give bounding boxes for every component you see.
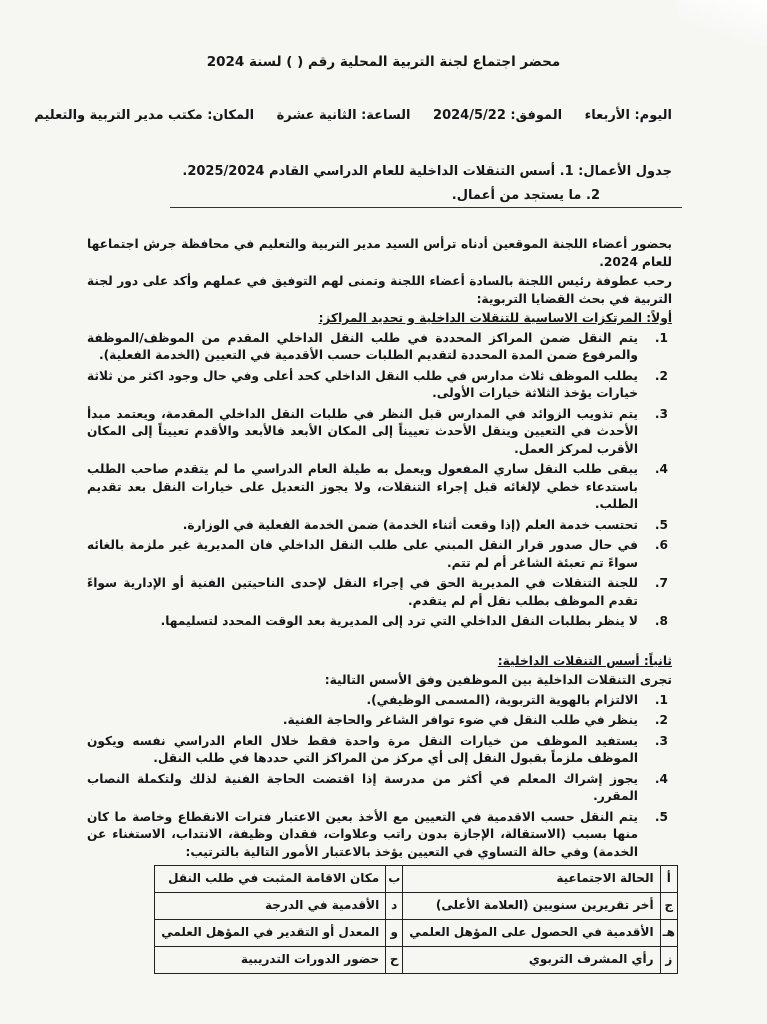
item-number: 2. bbox=[654, 368, 668, 383]
criteria-cell: الأقدمية في الدرجة bbox=[155, 893, 386, 920]
item-number: 5. bbox=[654, 809, 668, 824]
item-number: 4. bbox=[654, 462, 668, 476]
list-item bbox=[87, 613, 672, 631]
list-item bbox=[87, 406, 672, 459]
document-title: محضر اجتماع لجنة التربية المحلية رقم ( ) لسنة 2024 bbox=[206, 54, 561, 70]
criteria-letter: و bbox=[386, 920, 403, 947]
item-text: يستفيد الموظف من خيارات النقل مرة واحدة فقط خلال العام الدراسي نفسه ويكون الموظف ملزماً بقبول النقل إلى أي مركز من المراكز التي حددها في طلب النقل. bbox=[87, 733, 638, 765]
list-item bbox=[87, 575, 672, 610]
meeting-day: اليوم: الأربعاء bbox=[584, 108, 672, 123]
criteria-letter: د bbox=[386, 893, 403, 920]
criteria-table bbox=[154, 865, 678, 974]
item-number: 5. bbox=[654, 517, 668, 532]
item-text: للجنة التنقلات في المديرية الحق في إجراء النقل لإحدى الناحيتين الفنية أو الإدارية سواءً تقدم الموظف بطلب نقل أم لم يتقدم. bbox=[87, 576, 638, 608]
criteria-cell: رأي المشرف التربوي bbox=[403, 947, 660, 974]
list-item bbox=[87, 809, 672, 862]
agenda bbox=[92, 160, 672, 208]
table-row bbox=[155, 920, 678, 947]
minutes-body bbox=[87, 236, 675, 974]
criteria-cell: مكان الاقامة المثبت في طلب النقل bbox=[155, 866, 386, 893]
item-text: يتم النقل حسب الاقدمية في التعيين مع الأخذ بعين الاعتبار فترات الانقطاع وخاصة ما كان منها بسبب (الاستقالة، الإجازة بدون راتب وعلاوات، فقدان وظيفة، الانتداب، الاستغناء عن الخدمة) وفي حالة التساوي في التعيين يؤخذ بالاعتبار الأمور التالية بالترتيب: bbox=[87, 809, 638, 859]
item-number: 2. bbox=[654, 713, 668, 727]
item-text: يتم النقل ضمن المراكز المحددة في طلب النقل الداخلي المقدم من الموظف/الموظفة والمرفوع ضمن المدة المحددة لتقديم الطلبات حسب الأقدمية في التعيين (الخدمة الفعلية). bbox=[87, 330, 638, 362]
item-number: 1. bbox=[654, 692, 668, 707]
item-text: يجوز إشراك المعلم في أكثر من مدرسة إذا اقتضت الحاجة الفنية لذلك ولتكملة النصاب المقرر. bbox=[87, 771, 638, 803]
divider-line bbox=[170, 207, 682, 208]
section-2-heading: ثانياً: أسس التنقلات الداخلية: bbox=[497, 653, 672, 668]
intro-paragraph-2: رحب عطوفة رئيس اللجنة بالسادة أعضاء اللجنة وتمنى لهم التوفيق في عملهم وأكد على دور لجنة التربية في بحث القضايا التربوية: bbox=[87, 274, 672, 306]
item-text: الالتزام بالهوية التربوية، (المسمى الوظيفي). bbox=[366, 692, 638, 707]
meeting-meta bbox=[32, 108, 672, 123]
table-row bbox=[155, 866, 678, 893]
item-text: يتم تذويب الزوائد في المدارس قبل النظر في طلبات النقل الداخلي المقدمة، ويعتمد مبدأ الأحدث في التعيين وينقل الأحدث تعييناً إلى المكان الأبعد فالأبعد والأقدم تعييناً إلى المكان الأقرب لمركز العمل. bbox=[87, 406, 638, 456]
criteria-cell: المعدل أو التقدير في المؤهل العلمي bbox=[155, 920, 386, 947]
list-item bbox=[87, 461, 672, 514]
item-number: 3. bbox=[654, 406, 668, 421]
item-text: يطلب الموظف ثلاث مدارس في طلب النقل الداخلي كحد أعلى وفي حال وجود اكثر من ثلاثة خيارات يؤخذ الثلاثة خيارات الأولى. bbox=[87, 368, 638, 400]
item-number: 3. bbox=[654, 733, 668, 748]
criteria-cell: أخر تقريرين سنويين (العلامة الأعلى) bbox=[403, 893, 660, 920]
list-item bbox=[87, 712, 672, 730]
meeting-time: الساعة: الثانية عشرة bbox=[276, 108, 411, 123]
criteria-letter: أ bbox=[660, 866, 677, 893]
section-1-list bbox=[87, 330, 672, 631]
item-text: في حال صدور قرار النقل المبني على طلب النقل الداخلي فان المديرية غير ملزمة بالغائه سواءً تم تعبئة الشاغر أم لم تتم. bbox=[87, 538, 638, 570]
item-number: 6. bbox=[654, 538, 668, 552]
meeting-date: الموفق: 2024/5/22 bbox=[433, 108, 563, 123]
list-item bbox=[87, 517, 672, 535]
section-2-lead: تجرى التنقلات الداخلية بين الموظفين وفق الأسس التالية: bbox=[324, 673, 672, 687]
criteria-letter: هـ bbox=[660, 920, 677, 947]
criteria-letter: ح bbox=[386, 947, 403, 974]
list-item bbox=[87, 733, 672, 768]
list-item bbox=[87, 692, 672, 710]
criteria-cell: الأقدمية في الحصول على المؤهل العلمي bbox=[403, 920, 660, 947]
list-item bbox=[87, 368, 672, 403]
item-text: لا ينظر بطلبات النقل الداخلي التي ترد إلى المديرية بعد الوقت المحدد لتسليمها. bbox=[160, 614, 638, 628]
criteria-cell: حضور الدورات التدريبية bbox=[155, 947, 386, 974]
agenda-label: جدول الأعمال: bbox=[578, 164, 672, 179]
item-text: تحتسب خدمة العلم (إذا وقعت أثناء الخدمة) ضمن الخدمة الفعلية في الوزارة. bbox=[182, 517, 638, 532]
item-number: 4. bbox=[654, 771, 668, 786]
list-item bbox=[87, 330, 672, 365]
agenda-item-1: 1. أسس التنقلات الداخلية للعام الدراسي القادم 2025/2024. bbox=[182, 164, 574, 179]
criteria-cell: الحالة الاجتماعية bbox=[403, 866, 660, 893]
criteria-letter: ز bbox=[660, 947, 677, 974]
meeting-place: المكان: مكتب مدير التربية والتعليم bbox=[34, 108, 255, 123]
item-number: 1. bbox=[654, 330, 668, 345]
item-text: ينظر في طلب النقل في ضوء توافر الشاغر والحاجة الفنية. bbox=[282, 713, 638, 727]
criteria-letter: ج bbox=[660, 893, 677, 920]
item-text: يبقى طلب النقل ساري المفعول ويعمل به طيلة العام الدراسي ما لم يتقدم صاحب الطلب باستدعاء خطي لإلغائه قبل إجراء التنقلات، ولا يجوز التعديل على خيارات النقل بعد تقديم الطلب. bbox=[87, 462, 638, 511]
intro-paragraph-1: بحضور أعضاء اللجنة الموقعين أدناه ترأس السيد مدير التربية والتعليم في محافظة جرش اجتماعها للعام 2024. bbox=[87, 237, 672, 269]
item-number: 7. bbox=[654, 576, 668, 590]
table-row bbox=[155, 893, 678, 920]
list-item bbox=[87, 771, 672, 806]
list-item bbox=[87, 537, 672, 572]
page-corner bbox=[677, 0, 767, 45]
item-number: 8. bbox=[654, 614, 668, 628]
agenda-item-2: 2. ما يستجد من أعمال. bbox=[451, 188, 600, 203]
table-row bbox=[155, 947, 678, 974]
section-1-heading: أولاً: المرتكزات الاساسية للتنقلات الداخلية و تحديد المراكز: bbox=[318, 311, 672, 325]
section-2-list bbox=[87, 692, 672, 862]
criteria-letter: ب bbox=[386, 866, 403, 893]
